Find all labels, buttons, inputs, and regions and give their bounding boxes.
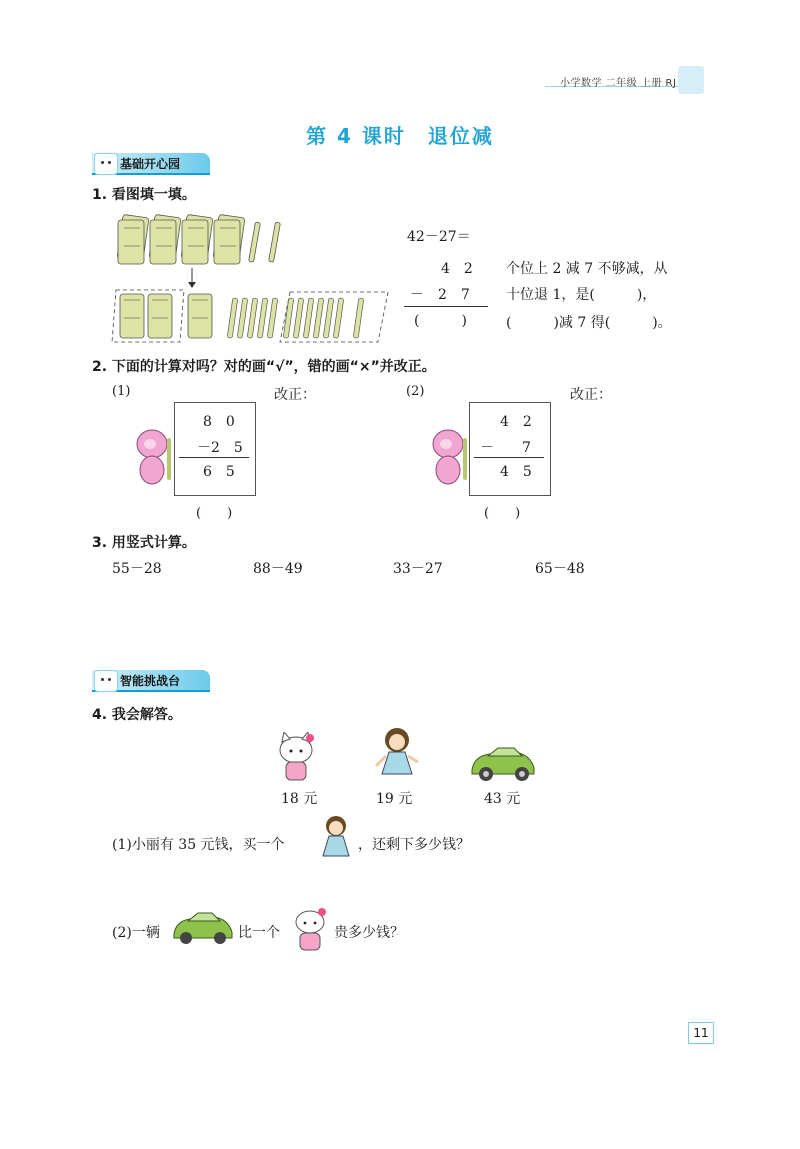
hello-kitty-toy-icon [274, 732, 324, 786]
page-number: 11 [688, 1022, 714, 1044]
book-header: 小学数学 二年级 上册 RJ [560, 78, 677, 89]
q4-sub-2-text-mid: 比一个 [238, 925, 280, 941]
bear-icon [94, 670, 118, 692]
q3-problem: 33－27 [393, 561, 443, 577]
butterfly-icon [432, 428, 472, 488]
price-label: 18 元 [281, 791, 318, 807]
section-title-basic: 基础开心园 [120, 157, 181, 171]
q3-problem: 88－49 [253, 561, 303, 577]
q2-p2-result: 4 5 [500, 464, 532, 480]
question-4-title: 4. 我会解答。 [92, 707, 182, 723]
q1-explanation-line-1: 个位上 2 减 7 不够减，从 [506, 261, 668, 277]
bundle-of-ten-icon [181, 214, 213, 264]
bundle-of-ten-icon [117, 214, 149, 264]
q1-explanation-line-2[interactable]: 十位退 1，是( )， [506, 287, 657, 303]
q3-problem: 55－28 [112, 561, 162, 577]
q2-p2-mid: － 7 [480, 440, 531, 456]
bundle-of-ten-icon [149, 214, 181, 264]
q1-equation: 42－27＝ [407, 229, 471, 245]
q4-sub-2-text-after: 贵多少钱？ [334, 925, 404, 941]
price-label: 19 元 [376, 791, 413, 807]
doll-toy-icon [316, 814, 356, 862]
section-title-challenge: 智能挑战台 [120, 674, 181, 688]
bear-icon [94, 153, 118, 175]
q2-part-1-judge[interactable]: ( ) [196, 506, 233, 521]
butterfly-icon [136, 428, 176, 488]
question-3-title: 3. 用竖式计算。 [92, 535, 196, 551]
section-banner-basic [92, 153, 210, 175]
q3-problem: 65－48 [535, 561, 585, 577]
doll-toy-icon [372, 726, 422, 784]
q2-part-2-label: (2) [406, 384, 425, 399]
hello-kitty-toy-icon [290, 906, 334, 954]
q1-answer-blank[interactable]: ( ) [414, 313, 467, 329]
q4-sub-1-text-after: ，还剩下多少钱？ [358, 837, 470, 853]
lesson-title: 第 4 课时 退位减 [306, 124, 494, 148]
q2-part-2-correct-label: 改正： [570, 387, 612, 403]
q2-p1-top: 8 0 [203, 414, 235, 430]
q2-part-1-label: (1) [112, 384, 131, 399]
q2-part-1-vertical-box [174, 402, 256, 496]
price-label: 43 元 [484, 791, 521, 807]
q1-vertical-rule [404, 306, 488, 307]
q2-p1-mid: －2 5 [197, 440, 243, 456]
question-2-title: 2. 下面的计算对吗？对的画“√”，错的画“×”并改正。 [92, 359, 436, 375]
header-mascot-icon [678, 66, 704, 94]
question-1-title: 1. 看图填一填。 [92, 187, 196, 203]
single-stick-icon [249, 222, 261, 262]
stick-bundles-illustration [108, 208, 398, 346]
toy-car-icon [468, 744, 538, 784]
q2-p2-top: 4 2 [500, 414, 532, 430]
q2-part-1-correct-label: 改正： [274, 387, 316, 403]
q2-part-2-vertical-box [469, 402, 551, 496]
q1-vertical-top: 4 2 [441, 261, 473, 277]
section-banner-challenge [92, 670, 210, 692]
bundle-of-ten-icon [213, 214, 245, 264]
q1-explanation-line-3[interactable]: ( )减 7 得( )。 [506, 315, 672, 331]
single-stick-icon [269, 222, 281, 262]
toy-car-icon [170, 910, 236, 948]
q1-vertical-minus: － 2 7 [410, 287, 470, 303]
q4-sub-1-text-before: (1)小丽有 35 元钱，买一个 [112, 837, 285, 853]
q2-part-2-judge[interactable]: ( ) [484, 506, 521, 521]
q2-p1-result: 6 5 [203, 464, 235, 480]
q4-sub-2-text-before: (2)一辆 [112, 925, 160, 941]
